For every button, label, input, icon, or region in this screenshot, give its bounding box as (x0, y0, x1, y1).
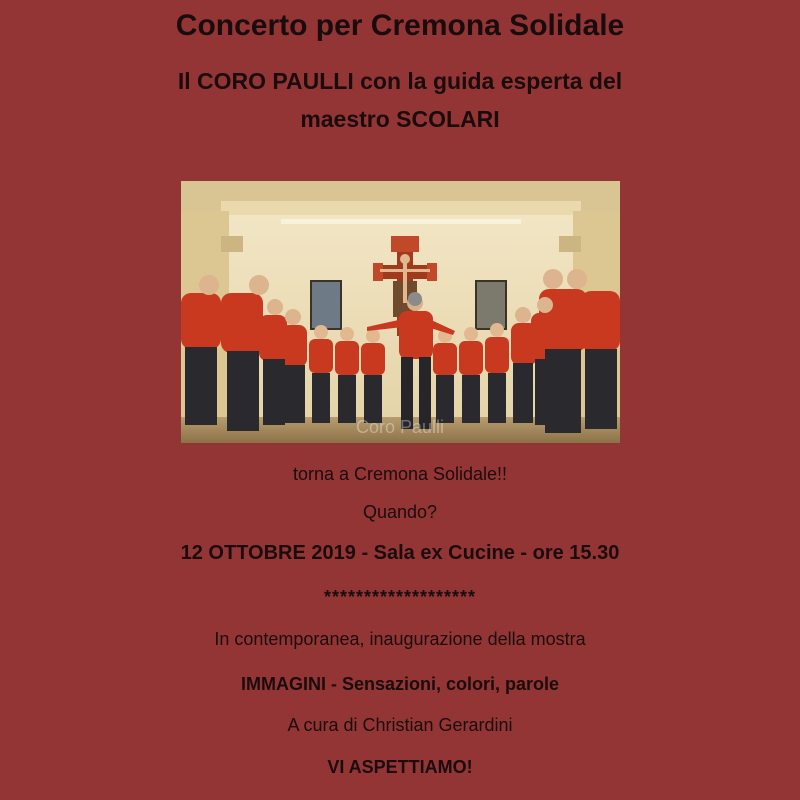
star-divider: ******************* (323, 587, 477, 607)
event-date-line: 12 OTTOBRE 2019 - Sala ex Cucine - ore 15.30 (180, 542, 620, 564)
cornice (221, 201, 581, 215)
exhibition-intro-line: In contemporanea, inaugurazione della mostra (214, 629, 586, 649)
exhibition-title-line: IMMAGINI - Sensazioni, colori, parole (240, 674, 560, 694)
right-capital (559, 236, 581, 252)
right-painting (476, 281, 506, 329)
ceiling-light (281, 219, 521, 224)
poster-title: Concerto per Cremona Solidale (175, 9, 625, 42)
when-line: Quando? (362, 502, 438, 522)
closing-line: VI ASPETTIAMO! (327, 757, 473, 777)
left-capital (221, 236, 243, 252)
poster-subtitle (0, 62, 800, 138)
subtitle-line-1: Il CORO PAULLI con la guida esperta del (177, 68, 623, 94)
photo-watermark: Coro Paulli (355, 417, 445, 437)
left-painting (311, 281, 341, 329)
subtitle-line-2: maestro SCOLARI (300, 106, 500, 132)
return-line: torna a Cremona Solidale!! (292, 464, 508, 484)
choir-photo (181, 181, 620, 443)
curator-line: A cura di Christian Gerardini (287, 715, 513, 735)
choir-photo-illustration (181, 181, 620, 443)
